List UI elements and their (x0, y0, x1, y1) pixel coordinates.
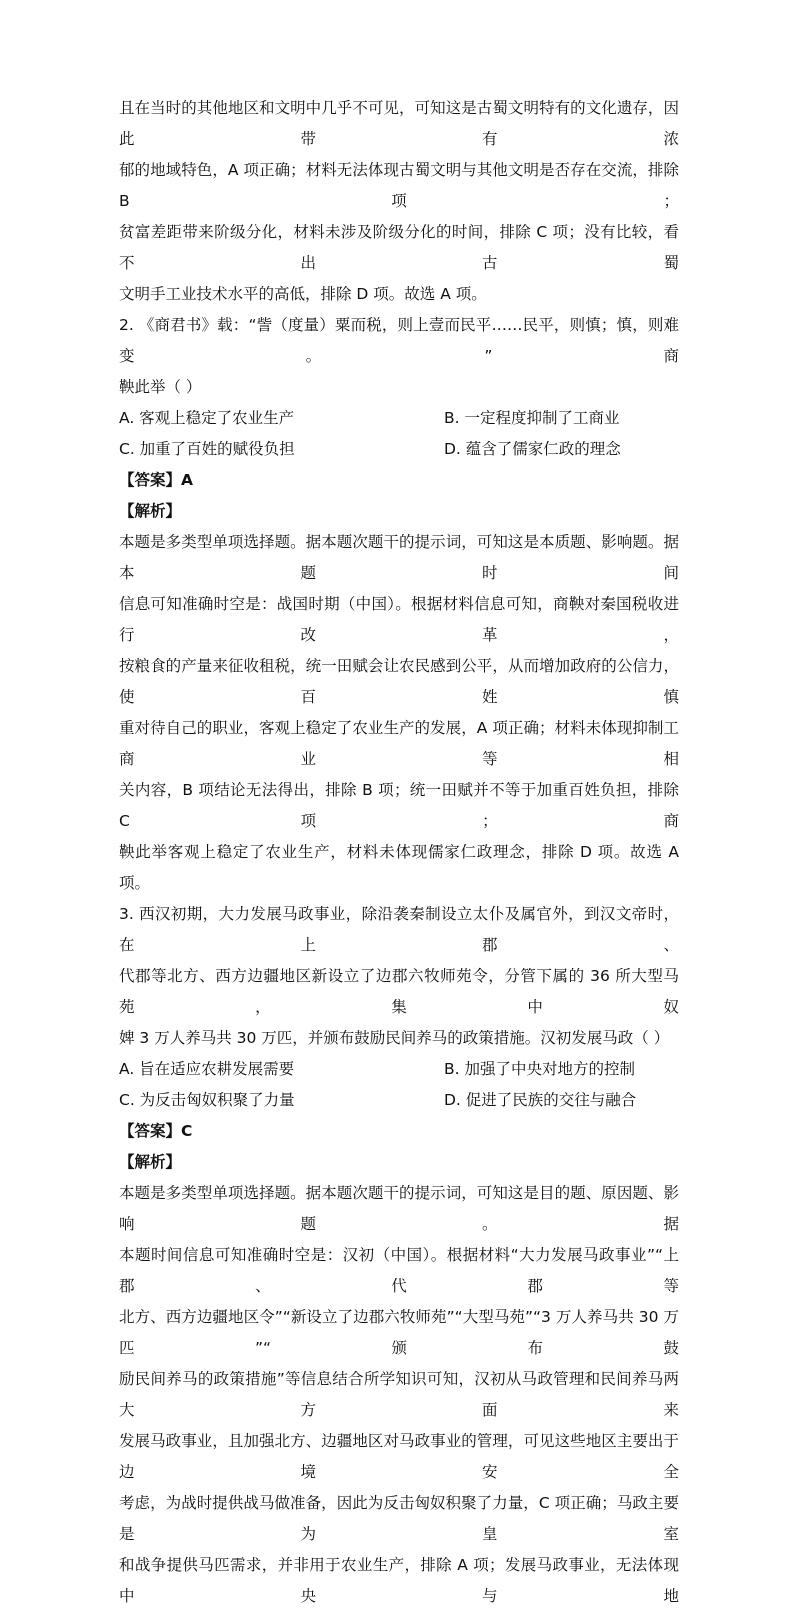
q2-analysis-line: 信息可知准确时空是：战国时期（中国）。根据材料信息可知，商鞅对秦国税收进行改革， (119, 595, 679, 644)
q3-stem-line: 3. 西汉初期，大力发展马政事业，除沿袭秦制设立太仆及属官外，到汉文帝时，在上郡、 (119, 905, 679, 954)
q3-stem-line: 代郡等北方、西方边疆地区新设立了边郡六牧师苑令，分管下属的 36 所大型马苑，集中奴 (119, 967, 679, 1016)
q2-option-a[interactable]: A. 客观上稳定了农业生产 (119, 409, 295, 427)
q3-analysis-line: 考虑，为战时提供战马做准备，因此为反击匈奴积聚了力量，C 项正确；马政主要是为皇室 (119, 1494, 679, 1543)
q3-analysis-line: 励民间养马的政策措施”等信息结合所学知识可知，汉初从马政管理和民间养马两大方面来 (119, 1370, 679, 1419)
q2-stem-line: 2. 《商君书》载：“訾（度量）粟而税，则上壹而民平……民平，则慎；慎，则难变。”商 (119, 316, 679, 365)
q3-analysis-line: 发展马政事业，且加强北方、边疆地区对马政事业的管理，可见这些地区主要出于边境安全 (119, 1432, 679, 1481)
q3-analysis-label: 【解析】 (119, 1153, 182, 1171)
q3-option-c[interactable]: C. 为反击匈奴积聚了力量 (119, 1091, 295, 1109)
q2-option-c[interactable]: C. 加重了百姓的赋役负担 (119, 440, 295, 458)
q3-options-row-2 (119, 1085, 679, 1116)
q3-analysis-line: 本题时间信息可知准确时空是：汉初（中国）。根据材料“大力发展马政事业”“上郡、代郡等 (119, 1246, 679, 1295)
q2-stem-line: 鞅此举（ ） (119, 378, 202, 396)
q3-option-b[interactable]: B. 加强了中央对地方的控制 (444, 1060, 635, 1078)
q2-analysis-line: 关内容，B 项结论无法得出，排除 B 项；统一田赋并不等于加重百姓负担，排除 C 项；商 (119, 781, 679, 830)
q3-options-row-1 (119, 1054, 679, 1085)
q2-analysis-line: 鞅此举客观上稳定了农业生产，材料未体现儒家仁政理念，排除 D 项。故选 A 项。 (119, 843, 679, 892)
q1-analysis-line: 贫富差距带来阶级分化，材料未涉及阶级分化的时间，排除 C 项；没有比较，看不出古蜀 (119, 223, 679, 272)
q3-stem-line: 婢 3 万人养马共 30 万匹，并颁布鼓励民间养马的政策措施。汉初发展马政（ ） (119, 1029, 670, 1047)
q3-answer: 【答案】C (119, 1122, 193, 1140)
q2-options-row-2 (119, 434, 679, 465)
document-content (119, 93, 679, 1612)
q2-option-b[interactable]: B. 一定程度抑制了工商业 (444, 409, 620, 427)
q3-analysis-line: 和战争提供马匹需求，并非用于农业生产，排除 A 项；发展马政事业，无法体现中央与地 (119, 1556, 679, 1605)
q2-options-row-1 (119, 403, 679, 434)
q2-analysis-label: 【解析】 (119, 502, 182, 520)
q3-analysis-line: 本题是多类型单项选择题。据本题次题干的提示词，可知这是目的题、原因题、影响题。据 (119, 1184, 679, 1233)
q2-analysis-line: 按粮食的产量来征收租税，统一田赋会让农民感到公平，从而增加政府的公信力，使百姓慎 (119, 657, 679, 706)
q3-option-d[interactable]: D. 促进了民族的交往与融合 (444, 1091, 637, 1109)
q1-analysis-line: 且在当时的其他地区和文明中几乎不可见，可知这是古蜀文明特有的文化遗存，因此带有浓 (119, 99, 679, 148)
q3-analysis-line: 北方、西方边疆地区令”“新设立了边郡六牧师苑”“大型马苑”“3 万人养马共 30 万匹”“颁布鼓 (119, 1308, 679, 1357)
q2-option-d[interactable]: D. 蕴含了儒家仁政的理念 (444, 440, 621, 458)
q1-analysis-line: 郁的地域特色，A 项正确；材料无法体现古蜀文明与其他文明是否存在交流，排除 B 项； (119, 161, 679, 210)
q2-analysis-line: 重对待自己的职业，客观上稳定了农业生产的发展，A 项正确；材料未体现抑制工商业等相 (119, 719, 679, 768)
q2-answer: 【答案】A (119, 471, 193, 489)
q3-option-a[interactable]: A. 旨在适应农耕发展需要 (119, 1060, 295, 1078)
q1-analysis-line: 文明手工业技术水平的高低，排除 D 项。故选 A 项。 (119, 285, 487, 303)
q2-analysis-line: 本题是多类型单项选择题。据本题次题干的提示词，可知这是本质题、影响题。据本题时间 (119, 533, 679, 582)
